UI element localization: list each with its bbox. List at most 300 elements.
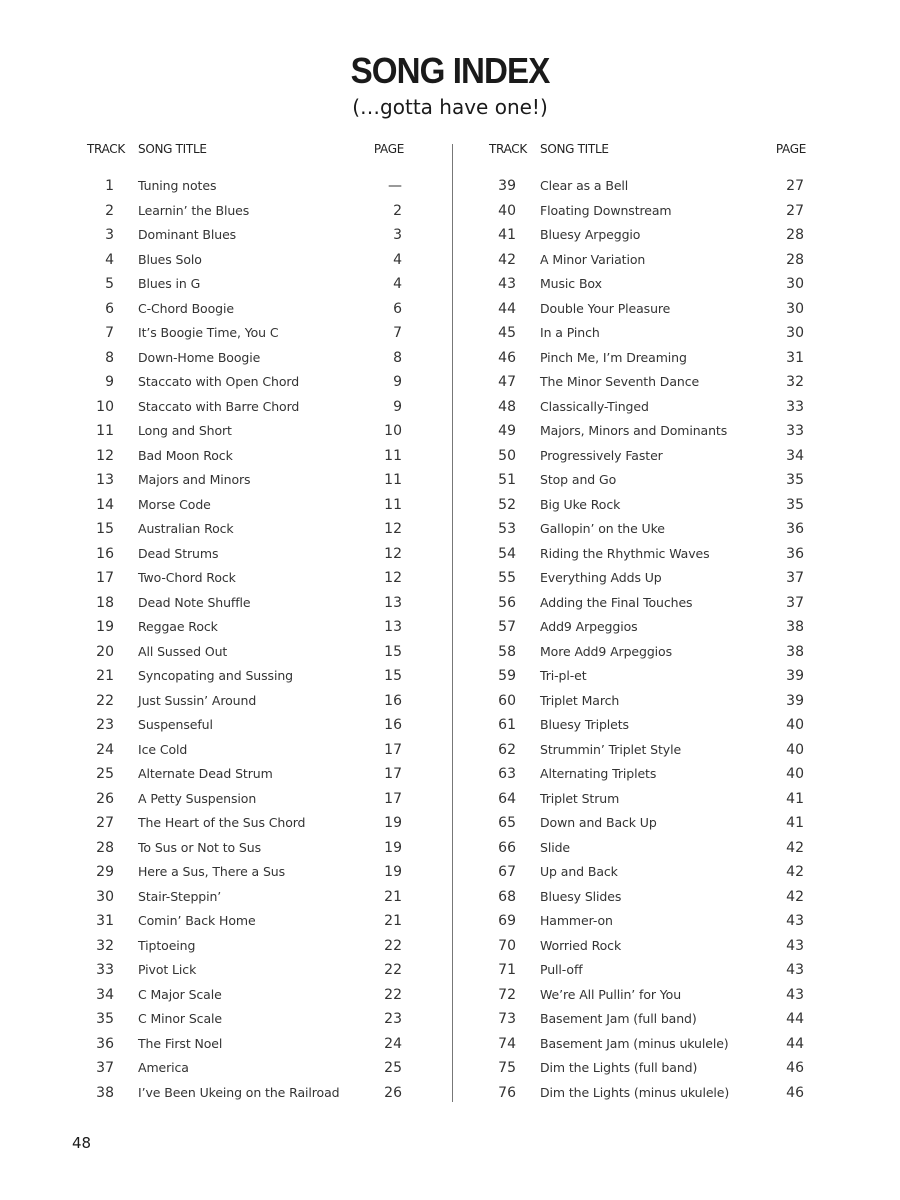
track-number: 21 [96, 668, 114, 684]
page-number-cell: 46 [786, 1084, 804, 1101]
song-title: A Minor Variation [540, 251, 646, 267]
song-title: Stair-Steppin’ [138, 888, 222, 904]
track-number: 50 [498, 447, 516, 464]
song-title: Tri-pl-et [540, 668, 587, 683]
song-title: Riding the Rhythmic Waves [540, 545, 710, 561]
song-title: Adding the Final Touches [540, 594, 693, 610]
track-number: 13 [96, 472, 114, 488]
song-title: Gallopin’ on the Uke [540, 521, 665, 536]
page-number-cell: 38 [786, 619, 804, 635]
song-title: Here a Sus, There a Sus [138, 864, 286, 879]
list-item [484, 224, 814, 249]
right-column [484, 140, 814, 1101]
song-title: More Add9 Arpeggios [540, 643, 673, 659]
track-number: 5 [105, 276, 114, 292]
list-item [484, 714, 814, 739]
page-number-cell: 10 [384, 423, 402, 439]
song-title: Hammer-on [540, 913, 613, 928]
track-number: 49 [498, 423, 516, 439]
track-number: 45 [498, 325, 516, 341]
song-title: Blues Solo [138, 251, 202, 267]
song-title: Two-Chord Rock [138, 570, 236, 585]
page-number-cell: 34 [786, 447, 804, 464]
list-item [82, 616, 412, 641]
track-number: 73 [498, 1011, 516, 1027]
track-number: 43 [498, 276, 516, 292]
page-number-cell: 21 [384, 913, 402, 929]
page-number-cell: 36 [786, 521, 804, 537]
page-number-cell: 9 [393, 398, 402, 415]
song-title: Everything Adds Up [540, 570, 662, 585]
song-title: Pinch Me, I’m Dreaming [540, 349, 687, 365]
track-number: 51 [498, 472, 516, 488]
song-title: Syncopating and Sussing [138, 668, 293, 683]
song-title: Music Box [540, 276, 602, 291]
song-title: Triplet March [540, 692, 620, 708]
track-number: 71 [498, 962, 516, 978]
list-item [484, 1008, 814, 1033]
page-number-cell: 13 [384, 594, 402, 611]
page-number-cell: 2 [393, 202, 402, 219]
page-number-cell: 38 [786, 643, 804, 660]
song-title: Bluesy Slides [540, 888, 622, 904]
list-item [82, 739, 412, 764]
song-title: The First Noel [138, 1035, 223, 1051]
list-item [484, 592, 814, 617]
track-number: 20 [96, 643, 114, 660]
page-number-cell: 17 [384, 790, 402, 807]
track-number: 34 [96, 986, 114, 1003]
song-title: Dim the Lights (full band) [540, 1060, 698, 1075]
page-number-cell: 42 [786, 864, 804, 880]
track-number: 56 [498, 594, 516, 611]
track-number: 60 [498, 692, 516, 709]
list-item [484, 1082, 814, 1107]
song-title: A Petty Suspension [138, 790, 257, 806]
page-number-cell: 22 [384, 937, 402, 954]
page-number-cell: 12 [384, 521, 402, 537]
page-number-cell: 40 [786, 741, 804, 758]
list-item [82, 567, 412, 592]
song-title: Clear as a Bell [540, 178, 629, 193]
track-number: 41 [498, 227, 516, 243]
song-title: Pull-off [540, 962, 583, 977]
song-title: Long and Short [138, 423, 232, 438]
song-title: Worried Rock [540, 937, 622, 953]
track-number: 55 [498, 570, 516, 586]
list-item [484, 420, 814, 445]
song-title: Down and Back Up [540, 815, 657, 830]
page-number-cell: 26 [384, 1084, 402, 1101]
page-number-cell: 16 [384, 692, 402, 709]
page-number-cell: 13 [384, 619, 402, 635]
track-number: 75 [498, 1060, 516, 1076]
track-number: 19 [96, 619, 114, 635]
song-title: Staccato with Barre Chord [138, 398, 300, 414]
list-item [82, 935, 412, 960]
song-title: Double Your Pleasure [540, 300, 671, 316]
list-item [484, 837, 814, 862]
track-number: 44 [498, 300, 516, 317]
track-number: 29 [96, 864, 114, 880]
track-number: 31 [96, 913, 114, 929]
page-number-cell: 25 [384, 1060, 402, 1076]
list-item [484, 812, 814, 837]
list-item [82, 200, 412, 225]
track-number: 74 [498, 1035, 516, 1052]
page-number-cell: 41 [786, 790, 804, 807]
page-title: SONG INDEX [350, 50, 550, 91]
track-number: 25 [96, 766, 114, 782]
page-number-cell: 37 [786, 594, 804, 611]
track-number: 27 [96, 815, 114, 831]
list-item [484, 886, 814, 911]
page-number-cell: 3 [393, 227, 402, 243]
song-title: Tiptoeing [138, 937, 196, 953]
track-number: 32 [96, 937, 114, 954]
track-number: 38 [96, 1084, 114, 1101]
track-number: 23 [96, 717, 114, 733]
list-item [484, 518, 814, 543]
list-item [82, 469, 412, 494]
list-item [484, 175, 814, 200]
song-title: Strummin’ Triplet Style [540, 741, 682, 757]
left-song-list [82, 175, 412, 1106]
page-number-cell: 35 [786, 472, 804, 488]
list-item [82, 886, 412, 911]
track-number: 4 [105, 251, 114, 268]
track-number: 16 [96, 545, 114, 562]
track-number: 2 [105, 202, 114, 219]
page-number-cell: 39 [786, 692, 804, 709]
list-item [82, 714, 412, 739]
right-header-row [484, 140, 814, 160]
list-item [484, 935, 814, 960]
song-title: Just Sussin’ Around [138, 692, 257, 708]
track-number: 62 [498, 741, 516, 758]
track-number: 8 [105, 349, 114, 366]
song-title: Bluesy Triplets [540, 717, 629, 732]
page-number-cell: 6 [393, 300, 402, 317]
list-item [82, 1008, 412, 1033]
list-item [484, 788, 814, 813]
track-number: 69 [498, 913, 516, 929]
list-item [82, 690, 412, 715]
track-header: TRACK [489, 142, 527, 156]
song-title: Big Uke Rock [540, 496, 621, 512]
page-number-cell: 33 [786, 423, 804, 439]
song-title: Alternate Dead Strum [138, 766, 273, 781]
page-number-cell: 43 [786, 913, 804, 929]
track-number: 36 [96, 1035, 114, 1052]
track-number: 12 [96, 447, 114, 464]
song-title: C-Chord Boogie [138, 300, 234, 316]
list-item [82, 1082, 412, 1107]
list-item [82, 1057, 412, 1082]
song-title: In a Pinch [540, 325, 600, 340]
track-number: 57 [498, 619, 516, 635]
page-subtitle: (…gotta have one!) [352, 95, 548, 119]
page-number-cell: — [388, 178, 402, 194]
song-title: Bluesy Arpeggio [540, 227, 641, 242]
track-number: 52 [498, 496, 516, 513]
list-item [82, 175, 412, 200]
page-number-cell: 7 [393, 325, 402, 341]
page-number-cell: 46 [786, 1060, 804, 1076]
song-title: Suspenseful [138, 717, 213, 732]
list-item [484, 567, 814, 592]
list-item [484, 396, 814, 421]
list-item [484, 763, 814, 788]
right-song-list [484, 175, 814, 1106]
song-title: Majors, Minors and Dominants [540, 423, 728, 438]
song-title: The Minor Seventh Dance [540, 374, 700, 389]
track-number: 63 [498, 766, 516, 782]
page-number-cell: 15 [384, 643, 402, 660]
page-number-cell: 43 [786, 986, 804, 1003]
page-number-cell: 11 [384, 496, 402, 513]
list-item [484, 1033, 814, 1058]
page-number-cell: 40 [786, 766, 804, 782]
song-title: Tuning notes [138, 178, 217, 193]
song-title: Morse Code [138, 496, 211, 512]
song-title-header: SONG TITLE [138, 142, 207, 156]
track-number: 61 [498, 717, 516, 733]
list-item [82, 347, 412, 372]
track-number: 30 [96, 888, 114, 905]
song-title: Basement Jam (minus ukulele) [540, 1035, 729, 1051]
list-item [484, 641, 814, 666]
song-title: Basement Jam (full band) [540, 1011, 697, 1026]
track-number: 58 [498, 643, 516, 660]
page-number-cell: 30 [786, 325, 804, 341]
track-number: 67 [498, 864, 516, 880]
song-title: The Heart of the Sus Chord [138, 815, 306, 830]
song-title-header: SONG TITLE [540, 142, 609, 156]
list-item [82, 665, 412, 690]
page-number-cell: 22 [384, 962, 402, 978]
page-number-cell: 31 [786, 349, 804, 366]
song-title: Learnin’ the Blues [138, 202, 250, 218]
list-item [82, 984, 412, 1009]
track-number: 66 [498, 839, 516, 856]
list-item [484, 322, 814, 347]
page-number-cell: 22 [384, 986, 402, 1003]
page-number-cell: 19 [384, 815, 402, 831]
track-number: 26 [96, 790, 114, 807]
page-number-cell: 36 [786, 545, 804, 562]
list-item [484, 273, 814, 298]
list-item [82, 861, 412, 886]
song-title: Majors and Minors [138, 472, 251, 487]
list-item [82, 788, 412, 813]
song-title: Australian Rock [138, 521, 234, 536]
song-title: C Minor Scale [138, 1011, 222, 1026]
track-number: 3 [105, 227, 114, 243]
list-item [484, 445, 814, 470]
list-item [484, 371, 814, 396]
page-number-cell: 43 [786, 937, 804, 954]
list-item [82, 371, 412, 396]
list-item [484, 959, 814, 984]
list-item [82, 322, 412, 347]
page-number-cell: 23 [384, 1011, 402, 1027]
page-number-cell: 17 [384, 741, 402, 758]
song-title: To Sus or Not to Sus [138, 839, 262, 855]
track-number: 42 [498, 251, 516, 268]
track-number: 33 [96, 962, 114, 978]
list-item [484, 665, 814, 690]
page-number-cell: 30 [786, 300, 804, 317]
list-item [484, 469, 814, 494]
page-number-cell: 43 [786, 962, 804, 978]
page-number-cell: 12 [384, 545, 402, 562]
page-number-cell: 27 [786, 178, 804, 194]
list-item [82, 959, 412, 984]
list-item [82, 592, 412, 617]
page-number-cell: 21 [384, 888, 402, 905]
track-header: TRACK [87, 142, 125, 156]
list-item [82, 641, 412, 666]
list-item [484, 494, 814, 519]
list-item [82, 224, 412, 249]
page-number-cell: 42 [786, 839, 804, 856]
page-header: PAGE [775, 142, 806, 156]
song-title: All Sussed Out [138, 643, 228, 659]
list-item [484, 616, 814, 641]
list-item [82, 763, 412, 788]
page-number-cell: 37 [786, 570, 804, 586]
track-number: 1 [105, 178, 114, 194]
page-number-cell: 24 [384, 1035, 402, 1052]
track-number: 22 [96, 692, 114, 709]
song-title: Stop and Go [540, 472, 617, 487]
page-number-cell: 4 [393, 276, 402, 292]
song-title: We’re All Pullin’ for You [540, 986, 682, 1002]
list-item [484, 690, 814, 715]
page-number-cell: 27 [786, 202, 804, 219]
song-title: Dim the Lights (minus ukulele) [540, 1084, 730, 1100]
song-title: Dead Strums [138, 545, 219, 561]
track-number: 68 [498, 888, 516, 905]
page-number-cell: 4 [393, 251, 402, 268]
list-item [484, 249, 814, 274]
track-number: 40 [498, 202, 516, 219]
page-number-cell: 32 [786, 374, 804, 390]
page-number-cell: 11 [384, 472, 402, 488]
left-header-row [82, 140, 412, 160]
track-number: 59 [498, 668, 516, 684]
song-title: Triplet Strum [540, 790, 620, 806]
track-number: 17 [96, 570, 114, 586]
list-item [484, 739, 814, 764]
list-item [82, 812, 412, 837]
page-number-cell: 33 [786, 398, 804, 415]
song-title: Dominant Blues [138, 227, 237, 242]
track-number: 35 [96, 1011, 114, 1027]
track-number: 70 [498, 937, 516, 954]
list-item [82, 420, 412, 445]
track-number: 65 [498, 815, 516, 831]
page-number-cell: 35 [786, 496, 804, 513]
track-number: 15 [96, 521, 114, 537]
list-item [82, 298, 412, 323]
song-title: Down-Home Boogie [138, 349, 261, 365]
page-number-cell: 9 [393, 374, 402, 390]
page-number-cell: 44 [786, 1035, 804, 1052]
song-title: Pivot Lick [138, 962, 197, 977]
track-number: 10 [96, 398, 114, 415]
list-item [82, 518, 412, 543]
list-item [82, 396, 412, 421]
page-number-cell: 41 [786, 815, 804, 831]
list-item [484, 1057, 814, 1082]
track-number: 48 [498, 398, 516, 415]
song-title: Progressively Faster [540, 447, 663, 463]
track-number: 76 [498, 1084, 516, 1101]
list-item [484, 347, 814, 372]
page-header: PAGE [373, 142, 404, 156]
song-title: C Major Scale [138, 986, 222, 1002]
list-item [82, 543, 412, 568]
column-divider [452, 144, 453, 1102]
track-number: 47 [498, 374, 516, 390]
page-number-cell: 15 [384, 668, 402, 684]
track-number: 72 [498, 986, 516, 1003]
song-title: Floating Downstream [540, 202, 672, 218]
song-title: Classically-Tinged [540, 398, 649, 414]
song-title: America [138, 1060, 189, 1075]
song-title: Up and Back [540, 864, 618, 879]
song-title: Reggae Rock [138, 619, 218, 634]
track-number: 6 [105, 300, 114, 317]
list-item [82, 273, 412, 298]
track-number: 9 [105, 374, 114, 390]
list-item [82, 837, 412, 862]
song-title: Blues in G [138, 276, 201, 291]
left-column [82, 140, 412, 1101]
page-number-cell: 11 [384, 447, 402, 464]
song-title: I’ve Been Ukeing on the Railroad [138, 1084, 340, 1100]
page-number-cell: 19 [384, 839, 402, 856]
list-item [484, 984, 814, 1009]
page-number-cell: 40 [786, 717, 804, 733]
page-number-cell: 16 [384, 717, 402, 733]
list-item [484, 910, 814, 935]
song-title: Bad Moon Rock [138, 447, 233, 463]
list-item [82, 910, 412, 935]
page-number-cell: 28 [786, 251, 804, 268]
page-number-cell: 12 [384, 570, 402, 586]
list-item [484, 200, 814, 225]
track-number: 53 [498, 521, 516, 537]
page-number-cell: 28 [786, 227, 804, 243]
track-number: 54 [498, 545, 516, 562]
list-item [82, 1033, 412, 1058]
list-item [82, 494, 412, 519]
page-number-cell: 17 [384, 766, 402, 782]
track-number: 46 [498, 349, 516, 366]
track-number: 11 [96, 423, 114, 439]
list-item [484, 298, 814, 323]
track-number: 24 [96, 741, 114, 758]
song-title: Staccato with Open Chord [138, 374, 300, 389]
page-number-cell: 8 [393, 349, 402, 366]
track-number: 37 [96, 1060, 114, 1076]
song-title: Alternating Triplets [540, 766, 657, 781]
song-title: Comin’ Back Home [138, 913, 256, 928]
list-item [484, 861, 814, 886]
